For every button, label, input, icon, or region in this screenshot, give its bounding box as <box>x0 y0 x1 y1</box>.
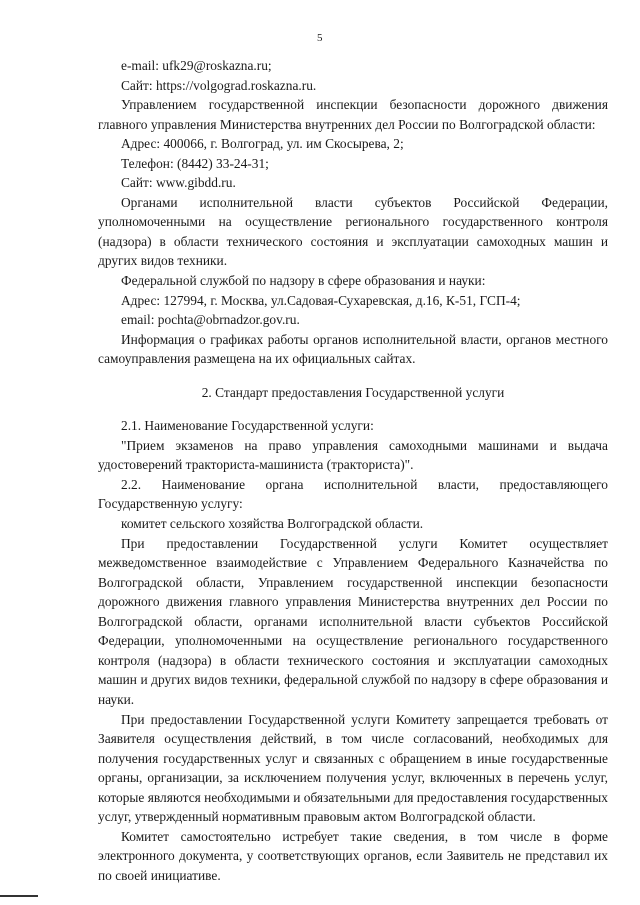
document-body <box>98 56 608 885</box>
paragraph-site-roskazna: Сайт: https://volgograd.roskazna.ru. <box>121 77 317 93</box>
paragraph-self-request: Комитет самостоятельно истребует такие сведения, в том числе в форме электронного документа, у соответствующих органов, если Заявитель не представил их по своей инициативе. <box>98 828 608 883</box>
paragraph-schedule-info: Информация о графиках работы органов исполнительной власти, органов местного самоуправления размещена на их официальных сайтах. <box>98 331 608 367</box>
paragraph-gibdd-address: Адрес: 400066, г. Волгоград, ул. им Скосырева, 2; <box>121 136 404 152</box>
paragraph-prohibition: При предоставлении Государственной услуги Комитету запрещается требовать от Заявителя осуществления действий, в том числе согласований, необходимых для получения государственных услуг и связанных с обращением в иные государственные органы, организации, за исключением получения услуг, включенных в перечень услуг, которые являются необходимыми и обязательными для предоставления государственных услуг, утвержденный нормативным правовым актом Волгоградской области. <box>98 711 608 825</box>
paragraph-2-2-title: 2.2. Наименование органа исполнительной власти, предоставляющего Государственную услугу: <box>98 476 608 512</box>
paragraph-obrnadzor-intro: Федеральной службой по надзору в сфере образования и науки: <box>121 273 486 289</box>
section-heading: 2. Стандарт предоставления Государственной услуги <box>201 384 505 400</box>
paragraph-interaction: При предоставлении Государственной услуги Комитет осуществляет межведомственное взаимодействие с Управлением Федерального Казначейства по Волгоградской области, Управлением государственной инспекции безопасности дорожного движения главного управления Министерства внутренних дел России по Волгоградской области, органами исполнительной власти субъектов Российской Федерации, уполномоченными на осуществление регионального государственного контроля (надзора) в области технического состояния и эксплуатации самоходных машин и других видов техники, федеральной службой по надзору в сфере образования и науки. <box>98 535 608 707</box>
paragraph-service-name: "Прием экзаменов на право управления самоходными машинами и выдача удостоверений тракториста-машиниста (тракториста)". <box>98 437 608 473</box>
page-number: 5 <box>317 32 323 44</box>
footnote-divider <box>0 895 38 897</box>
paragraph-committee-name: комитет сельского хозяйства Волгоградской области. <box>121 516 424 532</box>
paragraph-email-ufk: e-mail: ufk29@roskazna.ru; <box>121 58 272 73</box>
paragraph-gibdd-site: Сайт: www.gibdd.ru. <box>121 175 236 191</box>
paragraph-obrnadzor-address: Адрес: 127994, г. Москва, ул.Садовая-Сухаревская, д.16, К-51, ГСП-4; <box>121 292 521 308</box>
paragraph-gibdd-intro: Управлением государственной инспекции безопасности дорожного движения главного управления Министерства внутренних дел России по Волгоградской области: <box>98 97 608 132</box>
paragraph-2-1-title: 2.1. Наименование Государственной услуги: <box>121 418 374 434</box>
paragraph-obrnadzor-email: email: pochta@obrnadzor.gov.ru. <box>121 312 300 328</box>
paragraph-executive-bodies: Органами исполнительной власти субъектов Российской Федерации, уполномоченными на осуществление регионального государственного контроля (надзора) в области технического состояния и эксплуатации самоходных машин и других видов техники. <box>98 194 608 269</box>
paragraph-gibdd-phone: Телефон: (8442) 33-24-31; <box>121 155 269 171</box>
